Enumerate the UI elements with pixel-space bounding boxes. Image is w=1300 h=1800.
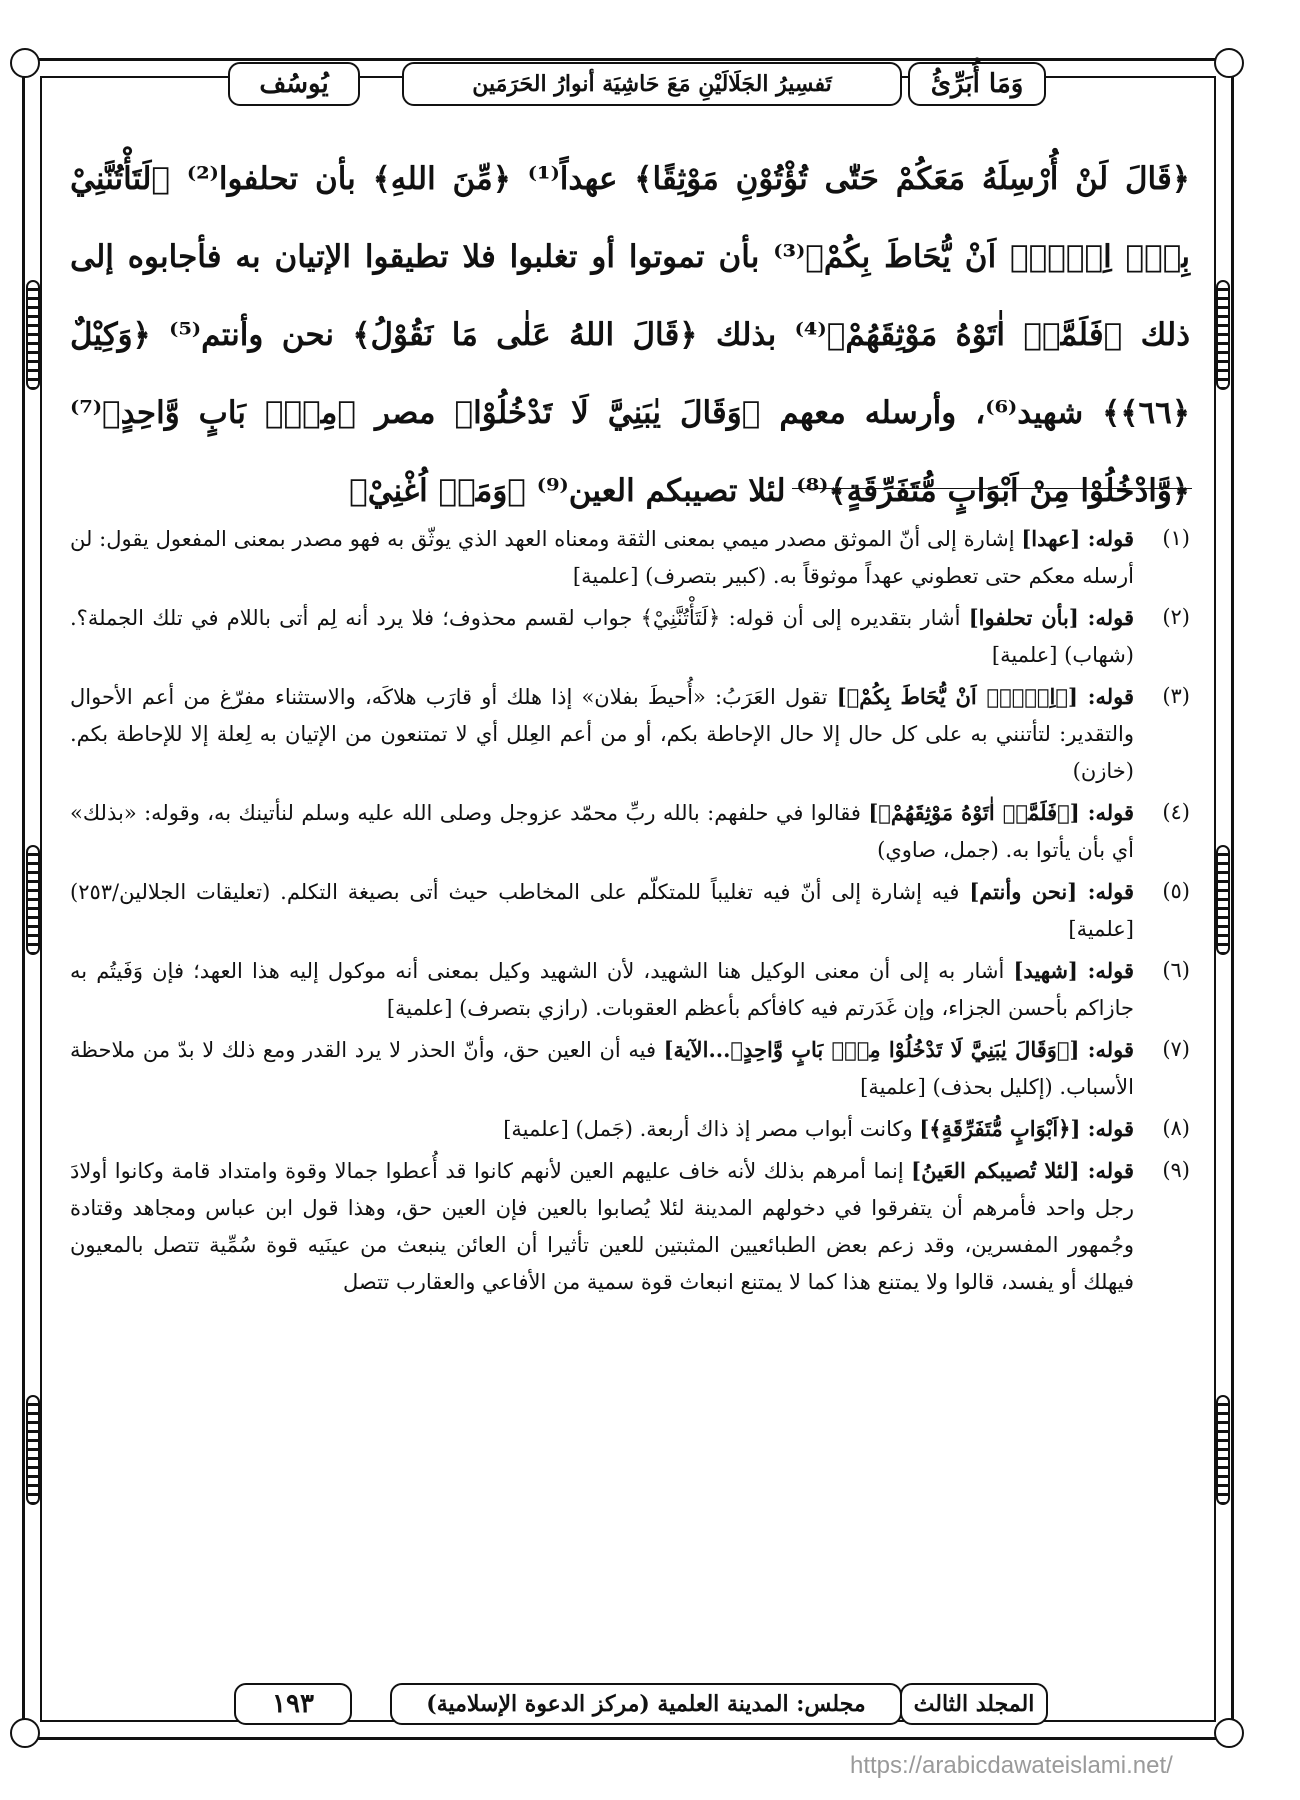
footnote-label: قوله: [بأن تحلفوا] [968,605,1134,630]
publisher-text: مجلس: المدينة العلمية (مركز الدعوة الإسلامية) [426,1691,866,1717]
footnote-text: فقالوا في حلفهم: بالله ربِّ محمّد عزوجل وصلى الله عليه وسلم لنأتينك به، وقوله: «بذلك» أي بأن يأتوا به. (جمل، صاوي) [70,801,1134,862]
surah-name-text: يُوسُف [259,69,329,99]
volume-text: المجلد الثالث [913,1691,1035,1717]
footnote-text: تقول العَرَبُ: «أُحيطَ بفلان» إذا هلك أو قارَب هلاكَه، والاستثناء مفرّغ من أعم الأحوال والتقدير: لتأتنني به على كل حال إلا حال الإحاطة بكم، أو من أعم العِلل أي لا تمتنعون من الإتيان به لِعلة إلا للإحاطة بكم. (خازن) [70,685,1134,783]
footnote-text: فيه إشارة إلى أنّ فيه تغليباً للمتكلّم على المخاطب حيث أتى بصيغة التكلم. (تعليقات الجلالين/٢٥٣) [علمية] [70,880,1134,941]
footnote-9 [70,1152,1190,1301]
footnote-number: (١) [1162,526,1190,550]
footnote-label: قوله: [شهيد] [1013,958,1134,983]
footnote-separator [792,488,1192,489]
header-surah-name [228,62,360,106]
corner-ornament-top-right [1214,48,1244,78]
footnote-number: (٧) [1162,1037,1190,1061]
footnote-7 [70,1031,1190,1106]
footnote-label: قوله: [عهدا] [1021,526,1135,551]
side-ornament-left-1 [26,280,40,390]
corner-ornament-top-left [10,48,40,78]
footnote-1 [70,520,1190,595]
header-juz-name [908,62,1046,106]
footnote-4 [70,794,1190,869]
footnote-number: (٥) [1162,879,1190,903]
page-number-text: ١٩٣ [272,1689,314,1719]
footnote-number: (٢) [1162,605,1190,629]
footnote-label: قوله: [﴿وَقَالَ يٰبَنِيَّ لَا تَدْخُلُوْا مِنْۢ بَابٍ وَّاحِدٍ﴾...الآية] [663,1037,1135,1062]
footnote-8 [70,1110,1190,1148]
side-ornament-right-1 [1216,280,1230,390]
footnote-label: قوله: [نحن وأنتم] [969,879,1135,904]
footnote-text: أشار به إلى أن معنى الوكيل هنا الشهيد، لأن الشهيد وكيل بمعنى أنه موكول إليه هذا العهد؛ فإن وَفَيتُم به جازاكم بأحسن الجزاء، وإن غَدَرتم فيه كافأكم بأعظم العقوبات. (رازي بتصرف) [علمية] [70,959,1134,1020]
footer-page-number [234,1683,352,1725]
footnote-number: (٨) [1162,1116,1190,1140]
footnote-text: أشار بتقديره إلى أن قوله: ﴿لَتَأْتُنَّنِيْ﴾ جواب لقسم محذوف؛ فلا يرد أنه لِم أتى باللام في تلك الجملة؟. (شهاب) [علمية] [70,606,1134,667]
corner-ornament-bottom-left [10,1718,40,1748]
footnote-number: (٣) [1162,684,1190,708]
book-title-text: تَفسِيرُ الجَلَالَيْنِ مَعَ حَاشِيَة أنوارُ الحَرَمَين [472,71,832,97]
footnote-label: قوله: [لئلا تُصيبكم العَينُ] [911,1158,1135,1183]
footnote-label: قوله: [﴿اَبْوَابٍ مُّتَفَرِّقَةٍ﴾] [919,1116,1134,1141]
footnote-text: إنما أمرهم بذلك لأنه خاف عليهم العين لأنهم كانوا قد أُعطوا جمالا وقوة وامتداد قامة وكانوا أولادَ رجل واحد فأمرهم أن يتفرقوا في دخولهم المدينة لئلا يُصابوا بالعين فإن العين حق، وهذا قول ابن عباس ومجاهد وقتادة وجُمهور المفسرين، وقد زعم بعض الطبائعيين المثبتين للعين تأثيرا أن العائن ينبعث من عينَيه قوة سُمِّية تتصل بالمعيون فيهلك أو يفسد، قالوا ولا يمتنع هذا كما لا يمتنع انبعاث قوة سمية من الأفاعي والعقارب تتصل [70,1159,1134,1294]
side-ornament-left-2 [26,845,40,955]
footer-volume [900,1683,1048,1725]
footnote-number: (٤) [1162,800,1190,824]
footnote-2 [70,599,1190,674]
footnote-3 [70,678,1190,790]
footnote-text: فيه أن العين حق، وأنّ الحذر لا يرد القدر ومع ذلك لا بدّ من ملاحظة الأسباب. (إكليل بحذف) [علمية] [70,1038,1134,1099]
footnote-number: (٩) [1162,1158,1190,1182]
juz-name-text: وَمَا أُبَرِّئُ [930,69,1024,99]
footnote-text: وكانت أبواب مصر إذ ذاك أربعة. (جَمل) [علمية] [503,1117,920,1141]
footnote-5 [70,873,1190,948]
footnote-label: قوله: [﴿فَلَمَّاۤ اٰتَوْهُ مَوْثِقَهُمْ﴾] [868,800,1134,825]
footnote-number: (٦) [1162,958,1190,982]
footnote-text: إشارة إلى أنّ الموثق مصدر ميمي بمعنى الثقة ومعناه العهد الذي يوثّق به فهو مصدر بمعنى المفعول يقول: لن أرسله معكم حتى تعطوني عهداً موثوقاً به. (كبير بتصرف) [علمية] [70,527,1134,588]
watermark-url: https://arabicdawateislami.net/ [850,1752,1173,1779]
verse-commentary-block: ﴿قَالَ لَنْ أُرْسِلَهُ مَعَكُمْ حَتّٰى تُؤْتُوْنِ مَوْثِقًا﴾ عهداً⁽¹⁾ ﴿مِّنَ اللهِ﴾ بأن تحلفوا⁽²⁾ ﴿لَتَأْتُنَّنِيْ بِهٖۤ اِلَّاۤ اَنْ يُّحَاطَ بِكُمْ﴾⁽³⁾ بأن تموتوا أو تغلبوا فلا تطيقوا الإتيان به فأجابوه إلى ذلك ﴿فَلَمَّاۤ اٰتَوْهُ مَوْثِقَهُمْ﴾⁽⁴⁾ بذلك ﴿قَالَ اللهُ عَلٰى مَا نَقُوْلُ﴾ نحن وأنتم⁽⁵⁾ ﴿وَكِيْلٌ ﴿٦٦﴾﴾ شهيد⁽⁶⁾، وأرسله معهم ﴿وَقَالَ يٰبَنِيَّ لَا تَدْخُلُوْا﴾ مصر ﴿مِنْۢ بَابٍ وَّاحِدٍ﴾⁽⁷⁾ ﴿وَّادْخُلُوْا مِنْ اَبْوَابٍ مُّتَفَرِّقَةٍ﴾⁽⁸⁾ لئلا تصيبكم العين⁽⁹⁾ ﴿وَمَاۤ اُغْنِيْ﴾ [70,161,1191,509]
footnote-label: قوله: [﴿اِلَّاۤ اَنْ يُّحَاطَ بِكُمْ﴾] [836,684,1134,709]
side-ornament-right-3 [1216,1395,1230,1505]
footnotes-list [70,520,1190,1305]
header-book-title [402,62,902,106]
footer-publisher [390,1683,902,1725]
corner-ornament-bottom-right [1214,1718,1244,1748]
side-ornament-left-3 [26,1395,40,1505]
footnote-6 [70,952,1190,1027]
side-ornament-right-2 [1216,845,1230,955]
